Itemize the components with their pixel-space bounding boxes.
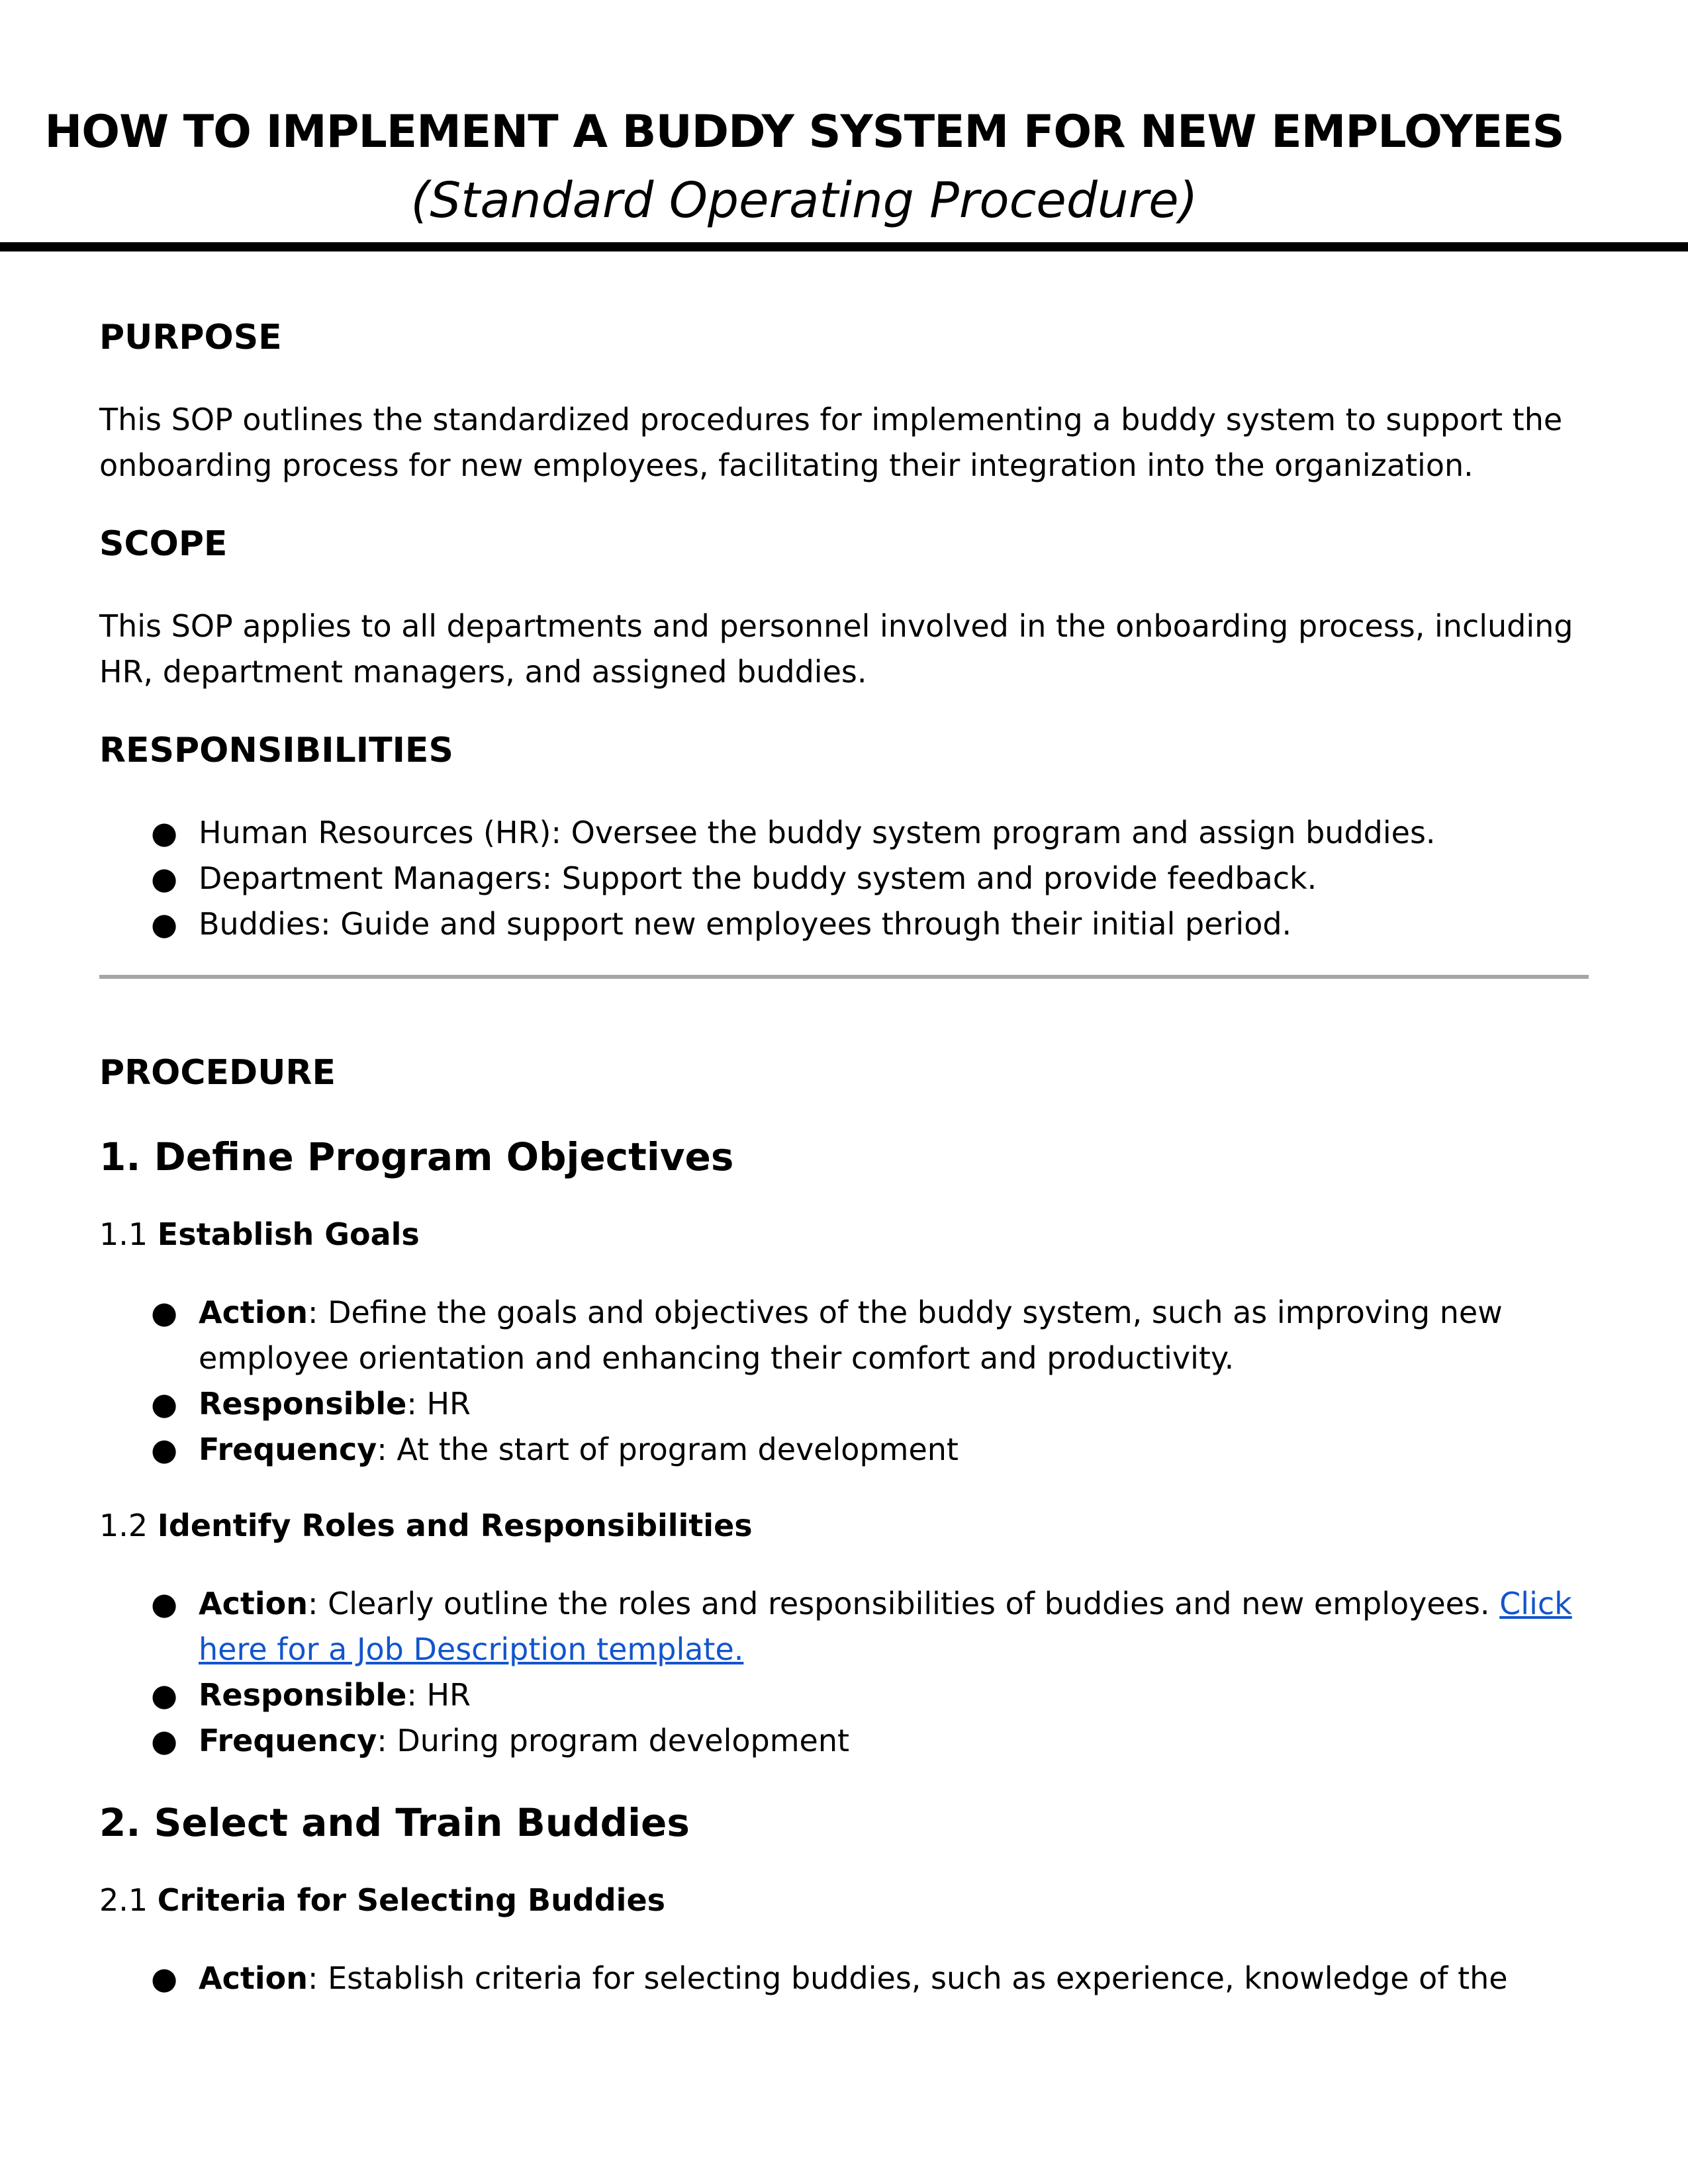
frequency-text: : During program development <box>377 1723 850 1758</box>
action-label: Action <box>199 1960 308 1996</box>
bullet-icon: ● <box>151 860 178 896</box>
purpose-heading: PURPOSE <box>99 318 282 357</box>
bullet-icon: ● <box>151 815 178 850</box>
bullet-icon: ● <box>151 1677 178 1713</box>
step-2-1-list <box>99 1956 1589 2001</box>
step-1-2-heading <box>99 1504 1589 1547</box>
document-header <box>0 0 1688 236</box>
section-divider <box>99 975 1589 979</box>
step-subtitle: Criteria for Selecting Buddies <box>157 1882 666 1918</box>
bullet-icon: ● <box>151 1432 178 1467</box>
bullet-icon: ● <box>151 1960 178 1996</box>
list-item <box>99 1581 1589 1672</box>
step-2-1-heading <box>99 1879 1589 1921</box>
step-1-1-list <box>99 1290 1589 1473</box>
responsible-text: : HR <box>406 1677 471 1713</box>
list-item <box>99 810 1589 856</box>
list-item <box>99 1427 1589 1473</box>
procedure-heading: PROCEDURE <box>99 1053 336 1093</box>
list-item <box>99 1381 1589 1427</box>
list-item <box>99 1718 1589 1764</box>
responsible-label: Responsible <box>199 1386 407 1422</box>
step-subtitle: Identify Roles and Responsibilities <box>157 1508 753 1543</box>
step-1-1-heading <box>99 1213 1589 1255</box>
document-title: HOW TO IMPLEMENT A BUDDY SYSTEM FOR NEW EMPLOYEES <box>44 106 1564 158</box>
step-subtitle: Establish Goals <box>157 1216 420 1252</box>
responsible-label: Responsible <box>199 1677 407 1713</box>
frequency-label: Frequency <box>199 1432 377 1467</box>
step-1-2-list <box>99 1581 1589 1764</box>
list-item-text: Human Resources (HR): Oversee the buddy system program and assign buddies. <box>199 815 1436 850</box>
bullet-icon: ● <box>151 1295 178 1330</box>
step-2-title: 2. Select and Train Buddies <box>99 1800 690 1845</box>
list-item <box>99 856 1589 901</box>
action-text: : Clearly outline the roles and responsibilities of buddies and new employees. <box>307 1586 1500 1621</box>
bullet-icon: ● <box>151 1386 178 1422</box>
responsible-text: : HR <box>406 1386 471 1422</box>
action-label: Action <box>199 1586 308 1621</box>
list-item <box>99 901 1589 947</box>
step-1-title: 1. Define Program Objectives <box>99 1134 734 1179</box>
step-number: 2.1 <box>99 1882 148 1918</box>
bullet-icon: ● <box>151 1723 178 1758</box>
list-item <box>99 1290 1589 1381</box>
bullet-icon: ● <box>151 1586 178 1621</box>
header-divider <box>0 242 1688 251</box>
step-number: 1.2 <box>99 1508 148 1543</box>
scope-heading: SCOPE <box>99 524 228 564</box>
step-number: 1.1 <box>99 1216 148 1252</box>
frequency-label: Frequency <box>199 1723 377 1758</box>
scope-text: This SOP applies to all departments and personnel involved in the onboarding process, including HR, department managers, and assigned buddies. <box>99 608 1573 690</box>
action-text: : Establish criteria for selecting buddies, such as experience, knowledge of the <box>307 1960 1508 1996</box>
frequency-text: : At the start of program development <box>377 1432 959 1467</box>
purpose-text: This SOP outlines the standardized procedures for implementing a buddy system to support the onboarding process for new employees, facilitating their integration into the organization. <box>99 402 1563 483</box>
responsibilities-list <box>99 810 1589 947</box>
responsibilities-heading: RESPONSIBILITIES <box>99 731 453 770</box>
bullet-icon: ● <box>151 906 178 942</box>
list-item-text: Department Managers: Support the buddy system and provide feedback. <box>199 860 1317 896</box>
list-item <box>99 1672 1589 1718</box>
action-label: Action <box>199 1295 308 1330</box>
document-body <box>0 316 1688 2001</box>
job-description-template-link[interactable]: Click here for a Job Description template. <box>199 1586 1572 1667</box>
action-text: : Define the goals and objectives of the buddy system, such as improving new employee orientation and enhancing their comfort and productivity. <box>199 1295 1503 1376</box>
list-item-text: Buddies: Guide and support new employees through their initial period. <box>199 906 1292 942</box>
document-subtitle: (Standard Operating Procedure) <box>410 172 1198 229</box>
list-item <box>99 1956 1589 2001</box>
